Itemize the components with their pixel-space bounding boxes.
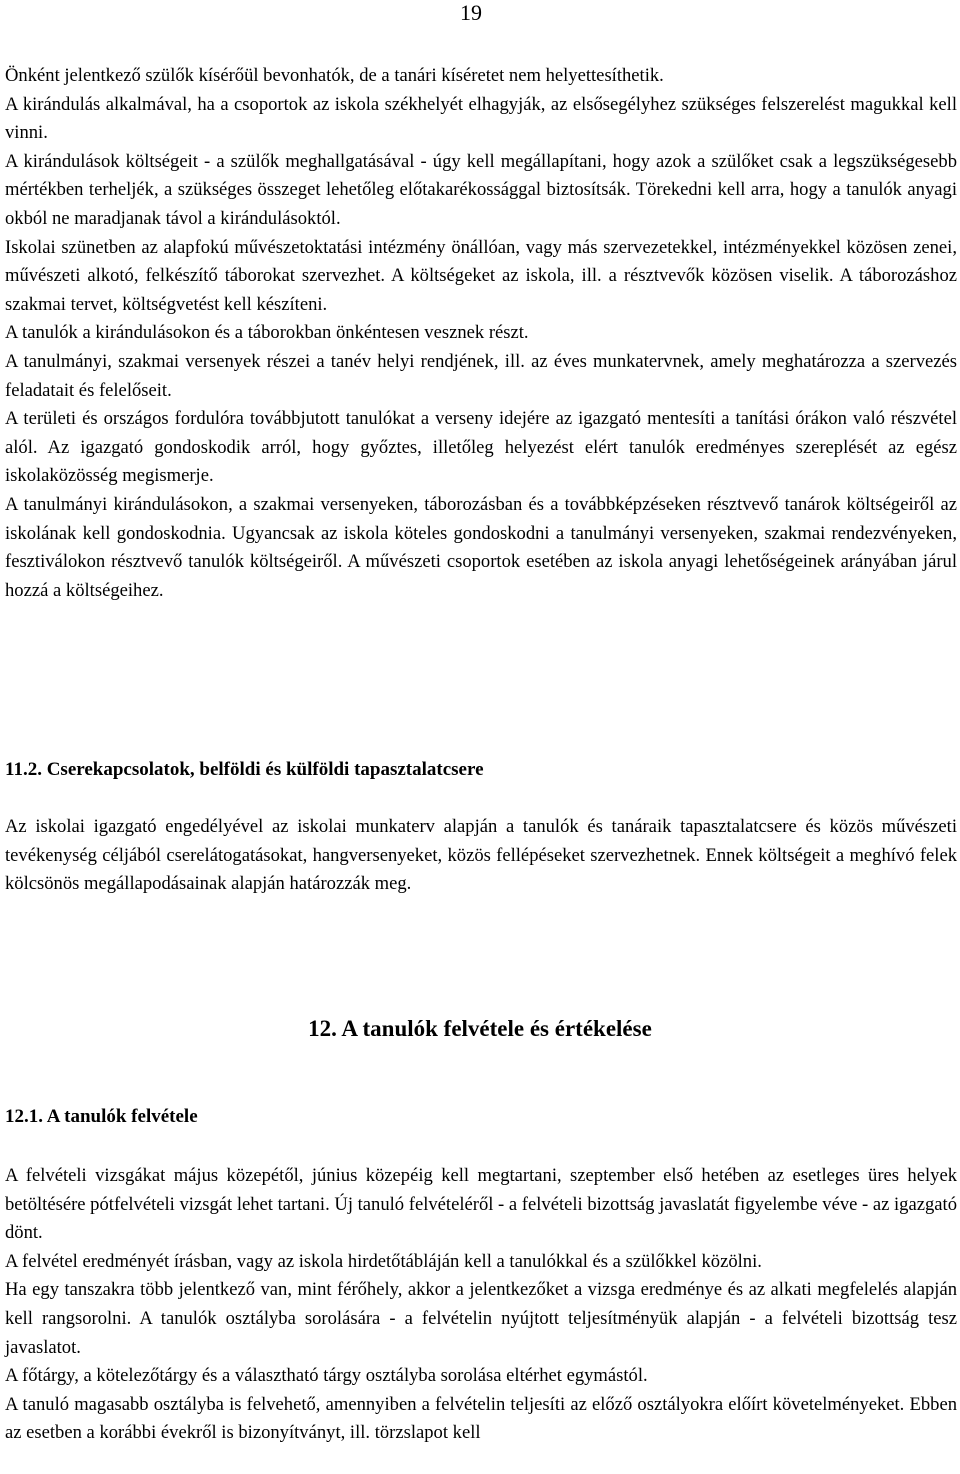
paragraph: A felvételi vizsgákat május közepétől, június közepéig kell megtartani, szeptember első hetében az esetleges üres helyek betöltésére pótfelvételi vizsgát lehet tartani. Új tanuló felvételéről - a felvételi bizottság javaslatát figyelembe véve - az igazgató dönt. xyxy=(5,1165,957,1244)
paragraph: A tanulmányi kirándulásokon, a szakmai versenyeken, táborozásban és a továbbképzéseken résztvevő tanárok költségeiről az iskolának kell gondoskodnia. Ugyancsak az iskola köteles gondoskodni a tanulmányi versenyeken, szakmai rendezvényeken, fesztiválokon résztvevő tanulók költségeiről. A művészeti csoportok esetében az iskola anyagi lehetőségeinek arányában járul hozzá a költségeihez. xyxy=(5,493,957,601)
chapter-heading-12: 12. A tanulók felvétele és értékelése xyxy=(308,1016,652,1041)
section-12-1-body xyxy=(5,1162,957,1448)
paragraph: Iskolai szünetben az alapfokú művészetoktatási intézmény önállóan, vagy más szervezetekkel, intézményekkel közösen zenei, művészeti alkotó, felkészítő táborokat szervezhet. A költségeket az iskola, ill. a résztvevők közösen viselik. A táborozáshoz szakmai tervet, költségvetést kell készíteni. xyxy=(5,236,957,315)
paragraph: Önként jelentkező szülők kísérőül bevonhatók, de a tanári kíséretet nem helyettesíthetik. xyxy=(5,65,664,86)
paragraph: A felvétel eredményét írásban, vagy az iskola hirdetőtábláján kell a tanulókkal és a szülőkkel közölni. xyxy=(5,1250,762,1272)
paragraph: A főtárgy, a kötelezőtárgy és a választható tárgy osztályba sorolása eltérhet egymástól. xyxy=(5,1365,648,1387)
paragraph: Ha egy tanszakra több jelentkező van, mint férőhely, akkor a jelentkezőket a vizsga eredménye és az alkati megfelelés alapján kell rangsorolni. A tanulók osztályba sorolására - a felvételin nyújtott teljesítményük alapján - a felvételi bizottság tesz javaslatot. xyxy=(5,1279,957,1358)
paragraph: A kirándulás alkalmával, ha a csoportok az iskola székhelyét elhagyják, az elsősegélyhez szükséges felszerelést magukkal kell vinni. xyxy=(5,93,957,144)
section-1-body xyxy=(5,62,957,605)
paragraph: A területi és országos fordulóra továbbjutott tanulókat a verseny idejére az igazgató mentesíti a tanítási órákon való részvétel alól. Az igazgató gondoskodik arról, hogy győztes, illetőleg helyezést elért tanulók eredményes szereplését az egész iskolaközösség megismerje. xyxy=(5,408,957,487)
paragraph: A tanuló magasabb osztályba is felvehető, amennyiben a felvételin teljesíti az előző osztályokra előírt követelményeket. Ebben az esetben a korábbi évekről is bizonyítványt, ill. törzslapot kell xyxy=(5,1393,957,1444)
page-number: 19 xyxy=(460,0,482,25)
section-11-2-body xyxy=(5,813,957,899)
section-heading-12-1: 12.1. A tanulók felvétele xyxy=(5,1106,198,1127)
paragraph: A tanulók a kirándulásokon és a táborokban önkéntesen vesznek részt. xyxy=(5,322,529,344)
paragraph: A kirándulások költségeit - a szülők meghallgatásával - úgy kell megállapítani, hogy azok a szülőket csak a legszükségesebb mértékben terheljék, a szükséges összeget lehetőleg előtakarékossággal biztosítsák. Törekedni kell arra, hogy a tanulók anyagi okból ne maradjanak távol a kirándulásoktól. xyxy=(5,150,957,229)
section-heading-11-2: 11.2. Cserekapcsolatok, belföldi és külföldi tapasztalatcsere xyxy=(5,759,484,780)
paragraph: Az iskolai igazgató engedélyével az iskolai munkaterv alapján a tanulók és tanáraik tapasztalatcsere és közös művészeti tevékenység céljából cserelátogatásokat, hangversenyeket, közös fellépéseket szervezhetnek. Ennek költségeit a meghívó felek kölcsönös megállapodásainak alapján határozzák meg. xyxy=(5,816,957,895)
paragraph: A tanulmányi, szakmai versenyek részei a tanév helyi rendjének, ill. az éves munkatervnek, amely meghatározza a szervezés feladatait és felelőseit. xyxy=(5,350,957,401)
